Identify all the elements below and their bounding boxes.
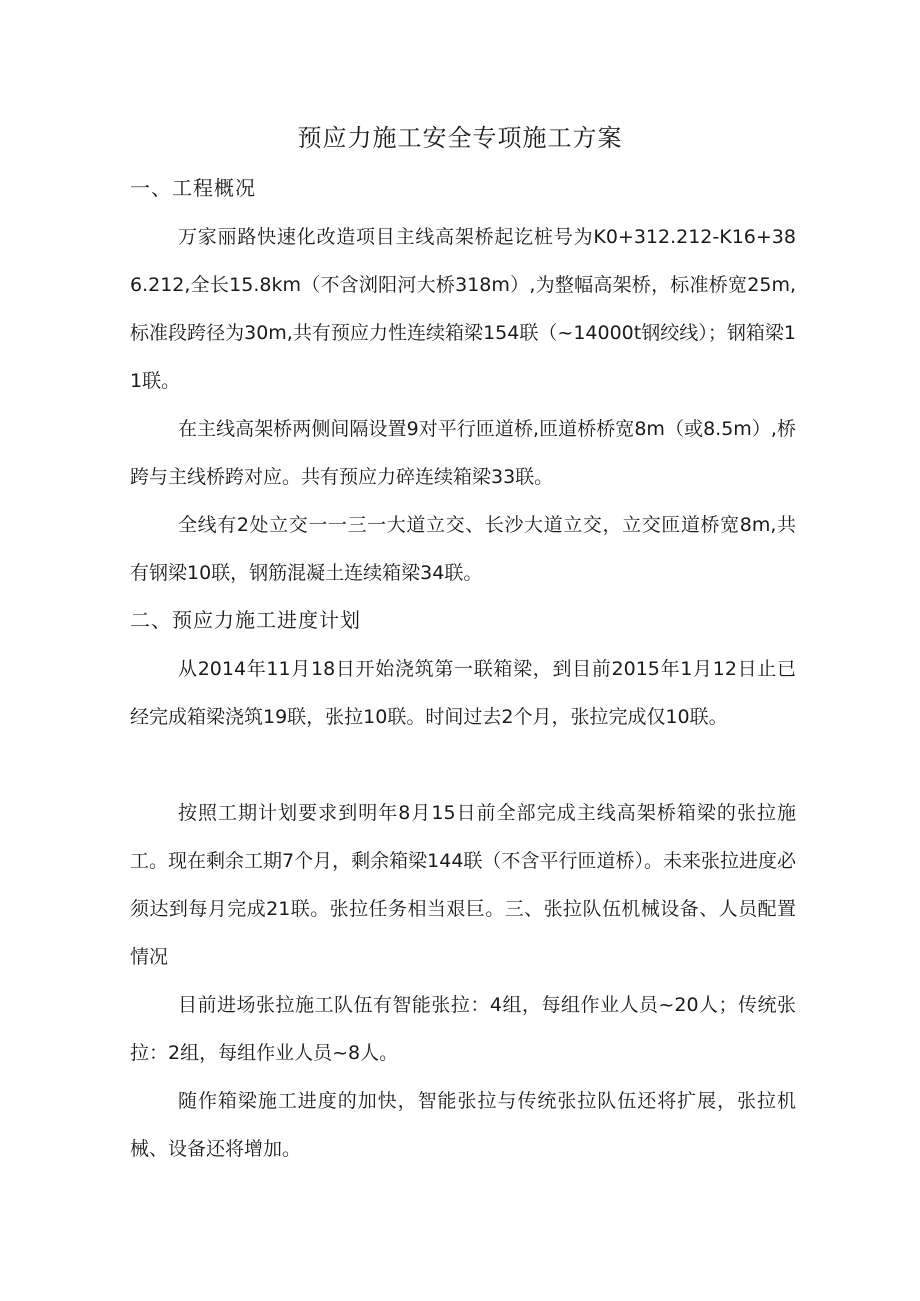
paragraph-progress: 从2014年11月18日开始浇筑第一联箱梁，到目前2015年1月12日止已经完成箱梁浇筑19联，张拉10联。时间过去2个月，张拉完成仅10联。: [130, 658, 796, 728]
paragraph-interchanges: 全线有2处立交一一三一大道立交、长沙大道立交，立交匝道桥宽8m,共有钢梁10联，钢筋混凝土连续箱梁34联。: [130, 514, 796, 584]
paragraph-ramp-bridges: 在主线高架桥两侧间隔设置9对平行匝道桥,匝道桥桥宽8m（或8.5m）,桥跨与主线桥跨对应。共有预应力碎连续箱梁33联。: [130, 418, 796, 488]
section-heading-schedule: 二、预应力施工进度计划: [130, 608, 361, 632]
paragraph-team-config: 目前进场张拉施工队伍有智能张拉：4组，每组作业人员~20人；传统张拉：2组，每组作业人员~8人。: [130, 994, 796, 1064]
paragraph-schedule-plan: 按照工期计划要求到明年8月15日前全部完成主线高架桥箱梁的张拉施工。现在剩余工期7个月，剩余箱梁144联（不含平行匝道桥）。未来张拉进度必须达到每月完成21联。张拉任务相当艰巨。三、张拉队伍机械设备、人员配置情况: [130, 802, 796, 968]
section-heading-overview: 一、工程概况: [130, 176, 256, 200]
paragraph-project-overview: 万家丽路快速化改造项目主线高架桥起讫桩号为K0+312.212-K16+386.212,全长15.8km（不含浏阳河大桥318m）,为整幅高架桥，标准桥宽25m,标准段跨径为30m,共有预应力性连续箱梁154联（~14000t钢绞线）；钢箱梁11联。: [130, 226, 796, 392]
document-title: 预应力施工安全专项施工方案: [297, 124, 623, 152]
paragraph-expansion: 随作箱梁施工进度的加快，智能张拉与传统张拉队伍还将扩展，张拉机械、设备还将增加。: [130, 1090, 796, 1160]
